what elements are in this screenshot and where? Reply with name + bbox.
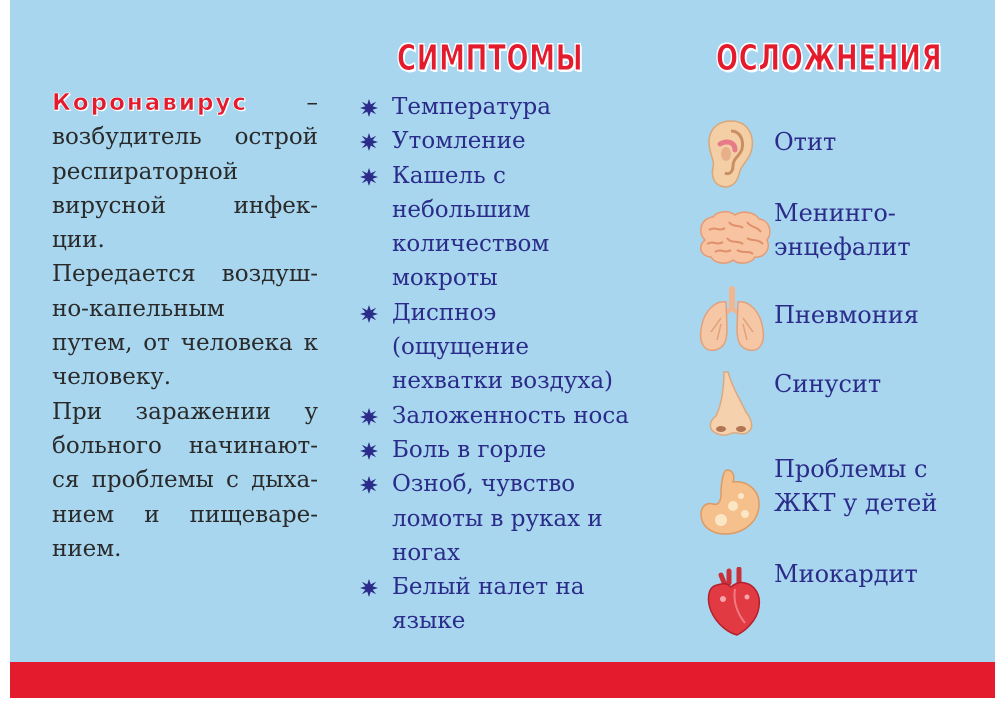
complication-text: Пневмония — [774, 301, 919, 329]
symptoms-list — [358, 90, 629, 639]
complication-text: Отит — [774, 128, 837, 156]
intro-line — [52, 86, 318, 120]
symptom-text: языке — [392, 608, 466, 635]
star-bullet-icon — [360, 476, 378, 494]
symptom-text: нехватки воздуха) — [392, 368, 614, 395]
intro-line: но-капельным — [52, 295, 225, 322]
complication-text: Менинго- — [774, 199, 896, 227]
lungs-icon — [697, 284, 767, 354]
complication-gi-problems — [774, 452, 937, 520]
intro-line: респираторной — [52, 158, 239, 185]
complication-text: Синусит — [774, 370, 882, 398]
symptom-item — [358, 159, 629, 296]
symptom-item — [358, 467, 629, 570]
intro-line: ции. — [52, 227, 105, 254]
intro-text — [52, 86, 318, 566]
symptom-text: Белый налет на — [392, 574, 585, 601]
symptom-item — [358, 433, 629, 467]
star-bullet-icon — [360, 133, 378, 151]
complication-text: Миокардит — [774, 560, 918, 588]
symptom-text: Кашель с — [392, 162, 506, 189]
heart-icon — [705, 567, 763, 637]
complication-myocarditis — [774, 557, 918, 591]
intro-dash: – — [248, 90, 318, 116]
complication-text: ЖКТ у детей — [774, 489, 938, 517]
symptom-item — [358, 570, 629, 639]
symptom-text: Заложенность носа — [392, 402, 629, 429]
stomach-icon — [697, 468, 763, 538]
star-bullet-icon — [360, 168, 378, 186]
intro-line: возбудитель острой — [52, 124, 318, 151]
intro-line: человеку. — [52, 364, 172, 391]
symptom-text: Боль в горле — [392, 436, 547, 463]
brain-icon — [695, 210, 773, 268]
symptom-text: Утомление — [392, 128, 526, 155]
intro-line: ся проблемы с дыха- — [52, 467, 318, 494]
complication-text: Проблемы с — [774, 455, 928, 483]
symptom-text: ломоты в руках и — [392, 505, 603, 532]
intro-term: Коронавирус — [52, 90, 249, 116]
star-bullet-icon — [360, 442, 378, 460]
symptom-text: небольшим — [392, 196, 531, 223]
symptom-item — [358, 399, 629, 433]
complication-sinusitis — [774, 367, 881, 401]
symptom-text: ногах — [392, 539, 460, 566]
intro-line: нием. — [52, 535, 122, 562]
intro-line: путем, от человека к — [52, 330, 318, 357]
intro-line: вирусной инфек- — [52, 192, 318, 219]
star-bullet-icon — [360, 579, 378, 597]
complication-meningoencephalitis — [774, 196, 911, 264]
symptom-item — [358, 296, 629, 399]
intro-line: Передается воздуш- — [52, 261, 318, 288]
complication-text: энцефалит — [774, 233, 911, 261]
complication-otitis — [774, 125, 836, 159]
symptom-text: Озноб, чувство — [392, 471, 576, 498]
symptom-text: количеством — [392, 231, 550, 258]
symptom-item — [358, 90, 629, 124]
symptom-text: Диспноэ — [392, 299, 497, 326]
star-bullet-icon — [360, 305, 378, 323]
bottom-red-bar — [10, 662, 995, 698]
intro-line: больного начинают- — [52, 432, 318, 459]
star-bullet-icon — [360, 99, 378, 117]
symptom-text: Температура — [392, 94, 551, 120]
symptom-text: (ощущение — [392, 334, 530, 361]
nose-icon — [706, 370, 756, 438]
star-bullet-icon — [360, 408, 378, 426]
symptom-text: мокроты — [392, 265, 498, 292]
intro-line: нием и пищеваре- — [52, 501, 318, 528]
ear-icon — [705, 118, 755, 190]
intro-line: При заражении у — [52, 398, 318, 425]
symptoms-heading: СИМПТОМЫ — [397, 38, 584, 79]
complications-heading: ОСЛОЖНЕНИЯ — [716, 38, 943, 79]
symptom-item — [358, 124, 629, 158]
complication-pneumonia — [774, 298, 919, 332]
